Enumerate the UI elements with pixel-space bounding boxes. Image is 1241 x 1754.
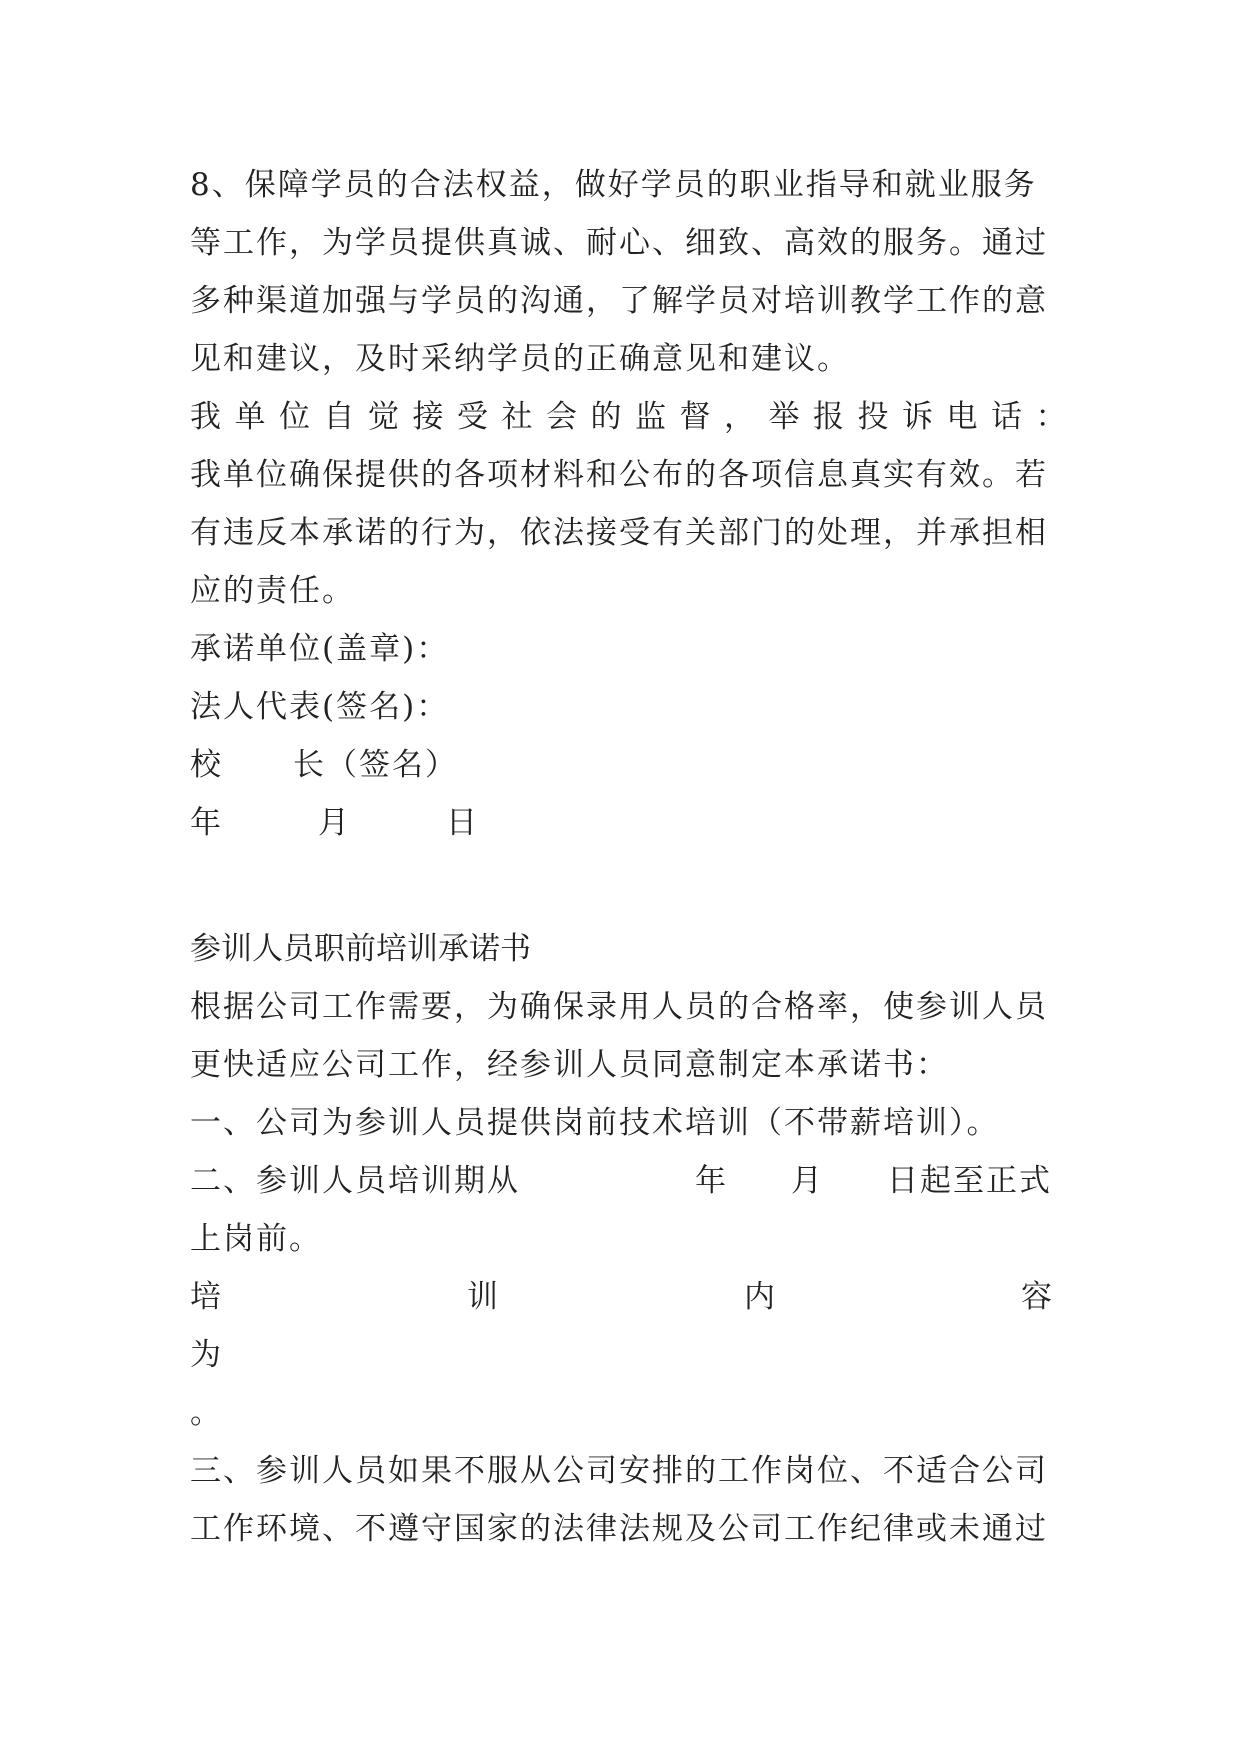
seal-label: 承诺单位(盖章)： — [190, 631, 450, 667]
date-month: 月 — [318, 805, 351, 841]
legal-rep-label: 法人代表(签名)： — [190, 689, 450, 725]
item-two-continuation: 上岗前。 — [190, 1221, 322, 1257]
content-period: 。 — [190, 1395, 223, 1431]
paragraph-line: 见和建议，及时采纳学员的正确意见和建议。 — [190, 341, 850, 377]
content-label-end: 为 — [190, 1337, 223, 1373]
supervision-line: 我单位自觉接受社会的监督，举报投诉电话： — [190, 399, 1080, 435]
paragraph-line: 三、参训人员如果不服从公司安排的工作岗位、不适合公司 — [190, 1453, 1048, 1489]
content-char: 培 — [190, 1279, 221, 1315]
principal-label-a: 校 — [190, 747, 223, 783]
section-title: 参训人员职前培训承诺书 — [190, 931, 531, 967]
item-two-suffix: 日起至正式 — [887, 1163, 1052, 1199]
item-two-month: 月 — [791, 1163, 822, 1199]
paragraph-line: 根据公司工作需要，为确保录用人员的合格率，使参训人员 — [190, 989, 1048, 1025]
paragraph-line: 我单位确保提供的各项材料和公布的各项信息真实有效。若 — [190, 457, 1048, 493]
paragraph-line: 应的责任。 — [190, 573, 355, 609]
content-char: 内 — [744, 1279, 775, 1315]
item-one: 一、公司为参训人员提供岗前技术培训（不带薪培训）。 — [190, 1105, 1000, 1141]
item-two-line — [190, 1161, 1052, 1201]
date-line — [190, 803, 1052, 843]
principal-label-b: 长（签名） — [293, 747, 458, 783]
paragraph-line: 工作环境、不遵守国家的法律法规及公司工作纪律或未通过 — [190, 1511, 1048, 1547]
paragraph-line: 更快适应公司工作，经参训人员同意制定本承诺书： — [190, 1047, 949, 1083]
date-year: 年 — [190, 805, 223, 841]
content-label-line — [190, 1277, 1052, 1317]
content-char: 容 — [1021, 1279, 1052, 1315]
paragraph-line: 多种渠道加强与学员的沟通，了解学员对培训教学工作的意 — [190, 283, 1048, 319]
content-char: 训 — [467, 1279, 498, 1315]
item-two-year: 年 — [695, 1163, 726, 1199]
principal-signature-line — [190, 745, 1052, 785]
date-day: 日 — [446, 805, 479, 841]
paragraph-line: 有违反本承诺的行为，依法接受有关部门的处理，并承担相 — [190, 515, 1048, 551]
paragraph-line: 8、保障学员的合法权益，做好学员的职业指导和就业服务 — [190, 167, 1037, 203]
paragraph-line: 等工作，为学员提供真诚、耐心、细致、高效的服务。通过 — [190, 225, 1048, 261]
item-two-prefix: 二、参训人员培训期从 — [190, 1163, 520, 1199]
